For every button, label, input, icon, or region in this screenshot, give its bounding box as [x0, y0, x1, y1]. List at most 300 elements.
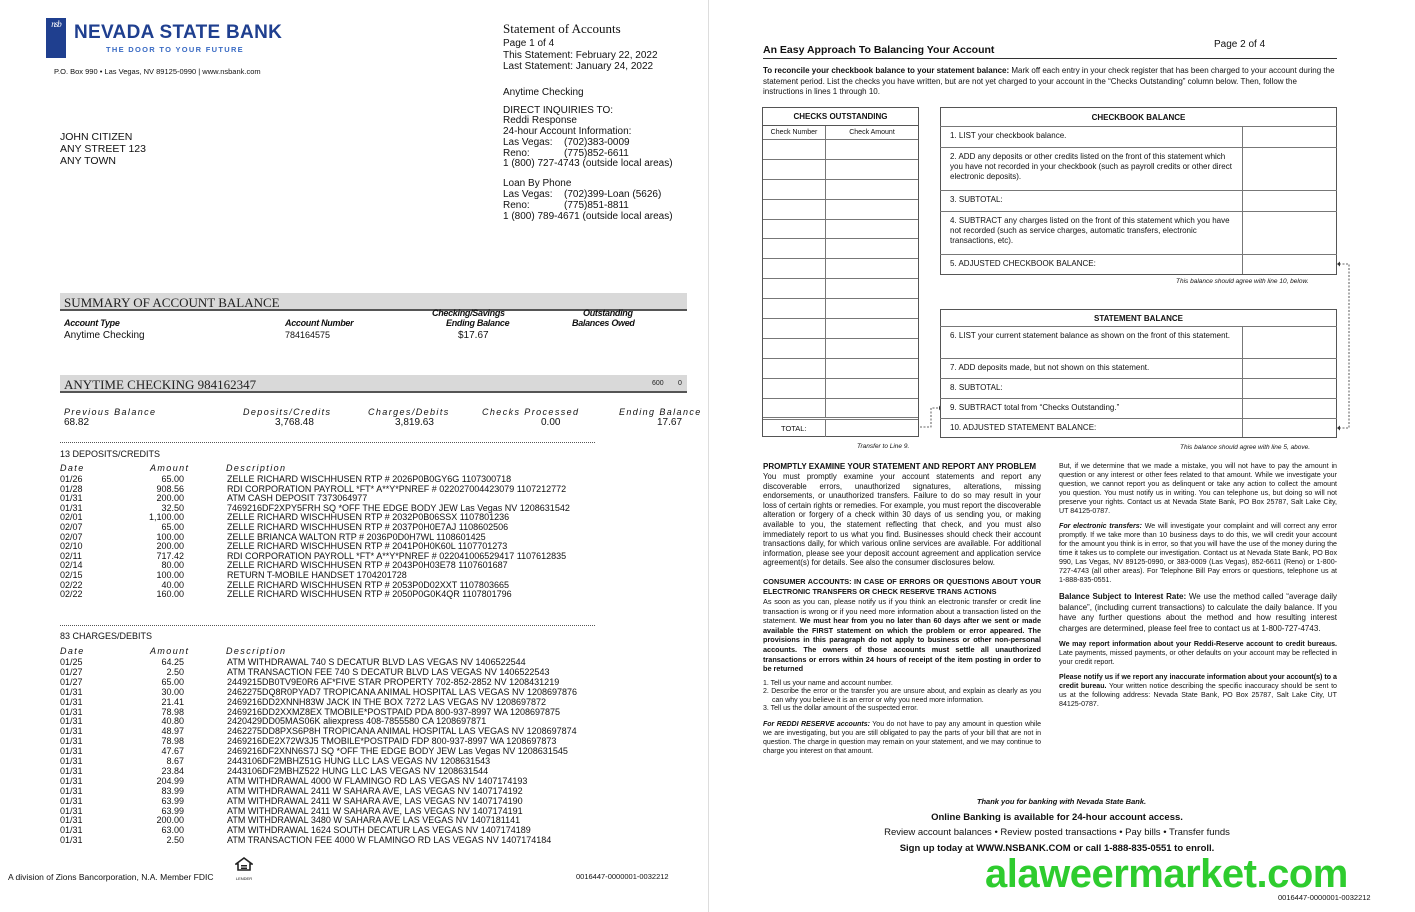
thank-you: Thank you for banking with Nevada State Bank.: [976, 797, 1147, 806]
sb-line-amount-field[interactable]: [1242, 419, 1337, 437]
cb-line-amount-field[interactable]: [1242, 191, 1337, 211]
list-item-2: 2. Describe the error or the transfer you are unsure about, and explain as clearly as you can why you believe it is an error or why you need more information.: [763, 688, 1041, 704]
inquiries-reno-phone: (775)852-6611: [564, 148, 629, 159]
charge-row: [60, 697, 600, 707]
charge-amount: 63.99: [161, 805, 184, 816]
col-previous-balance: Previous Balance: [64, 407, 157, 417]
charge-date: 01/31: [60, 716, 83, 727]
deposit-amount: 200.00: [156, 541, 184, 552]
electronic-body: We will investigate your complaint and will correct any error promptly. If we take more than 10 business days to do this, we will credit your account for the amount you think is in error, so that you will have the use of the money during the time it takes us to complete our investigation. Contact us at Nevada State Bank, PO Box 990, Las Vegas, NV 89125-0990, or 383-0009 (Las Vegas), 852-6611 (Reno) or 1-800-727-4743 (all other areas). For Telephone Bill Pay errors or questions, telephone us at 1-888-835-0551.: [1059, 522, 1337, 584]
check-amount-cell[interactable]: [826, 239, 918, 258]
check-number-cell[interactable]: [763, 160, 826, 179]
sb-line-label: 8. SUBTOTAL:: [950, 383, 1003, 392]
deposit-amount: 100.00: [156, 531, 184, 542]
charge-description: 2469216DF2XNN6S7J SQ *OFF THE EDGE BODY JEW Las Vegas NV 1208631545: [227, 746, 568, 757]
deposit-row: [60, 512, 600, 522]
checks-outstanding-cols: [763, 126, 918, 140]
charge-amount: 2.50: [166, 835, 184, 846]
charges-value: 3,819.63: [395, 417, 434, 428]
credit-report-text: [1059, 640, 1337, 667]
check-number-cell[interactable]: [763, 259, 826, 278]
check-number-cell[interactable]: [763, 299, 826, 318]
charge-date: 01/31: [60, 795, 83, 806]
summary-header: SUMMARY OF ACCOUNT BALANCE: [60, 293, 687, 311]
deposit-amount: 40.00: [161, 579, 184, 590]
checkbook-balance-title: CHECKBOOK BALANCE: [941, 108, 1336, 127]
mistake-text: But, if we determine that we made a mistake, you will not have to pay the amount in question or any interest or other fees related to that amount. While we investigate your question, we cannot report you as delinquent or take any action to collect the amount you question. You must notify us in writing. You can telephone us, but doing so will not preserve your rights. Contact us at Nevada State Bank, PO Box 25787, Salt Lake City, UT 84125-0787.: [1059, 462, 1337, 515]
deposit-row: [60, 580, 600, 590]
charges-col-description: Description: [226, 646, 287, 656]
deposit-amount: 908.56: [156, 483, 184, 494]
cb-line-amount-field[interactable]: [1242, 127, 1337, 147]
deposit-description: RDI CORPORATION PAYROLL *FT* A**Y*PNREF # 022041006529417 1107612835: [227, 550, 567, 561]
inquiries-name: Reddi Response: [503, 115, 577, 126]
charge-row: [60, 736, 600, 746]
inaccurate-body: Your written notice describing the specific inaccuracy should be sent to us at the following address: Nevada State Bank, PO Box 25787, Salt Lake City, UT 84125-0787.: [1059, 682, 1337, 708]
deposit-row: [60, 589, 600, 599]
charge-description: 2469216DD2XNNH83W JACK IN THE BOX 7272 LAS VEGAS NV 1208697872: [227, 696, 547, 707]
checks-outstanding-title: CHECKS OUTSTANDING: [763, 108, 918, 126]
consumer-text: [763, 597, 1041, 674]
sb-line: [940, 326, 1337, 358]
cb-line-label: 4. SUBTRACT any charges listed on the front of this statement which you have not recorded (such as service charges, automatic transfers, electronic transactions, etc).: [950, 216, 1230, 245]
inquiries-lv-label: Las Vegas:: [503, 137, 553, 148]
charge-amount: 78.98: [161, 736, 184, 747]
sb-line-amount-field[interactable]: [1242, 399, 1337, 418]
charge-row: [60, 776, 600, 786]
charge-row: [60, 815, 600, 825]
deposit-date: 01/26: [60, 474, 83, 484]
charge-amount: 64.25: [161, 657, 184, 667]
check-number-cell[interactable]: [763, 180, 826, 199]
cb-line-amount-field[interactable]: [1242, 255, 1337, 274]
check-number-cell[interactable]: [763, 279, 826, 298]
cb-line: [940, 126, 1337, 147]
charge-row: [60, 835, 600, 845]
charge-description: 2462275DD8PXS6P8H TROPICANA ANIMAL HOSPITAL LAS VEGAS NV 1208697874: [227, 726, 577, 737]
charge-description: 2449215DB0TV9E0R6 AF*FIVE STAR PROPERTY 702-852-2852 NV 1208431219: [227, 676, 560, 687]
charge-description: 2469216DD2XXMZ8EX TMOBILE*POSTPAID PDA 800-937-8997 WA 1208697875: [227, 706, 561, 717]
deposit-amount: 65.00: [161, 522, 184, 532]
deposit-description: RETURN T-MOBILE HANDSET 1704201728: [227, 570, 407, 580]
charge-amount: 40.80: [161, 716, 184, 727]
inaccurate-text: [1059, 673, 1337, 709]
sb-line-label: 6. LIST your current statement balance as shown on the front of this statement.: [950, 331, 1231, 340]
watermark: alaweermarket.com: [985, 852, 1348, 896]
credit-report-body: Late payments, missed payments, or other defaults on your account may be reflected in your credit report.: [1059, 649, 1337, 666]
col-ending: Ending Balance: [619, 407, 702, 417]
deposit-amount: 80.00: [161, 560, 184, 571]
check-entry-row[interactable]: [763, 160, 918, 180]
check-number-cell[interactable]: [763, 379, 826, 398]
charge-description: ATM TRANSACTION FEE 740 S DECATUR BLVD LAS VEGAS NV 1406522543: [227, 666, 550, 677]
col-deposits: Deposits/Credits: [243, 407, 332, 417]
charge-row: [60, 726, 600, 736]
check-entry-row[interactable]: [763, 339, 918, 359]
charge-description: ATM TRANSACTION FEE 4000 W FLAMINGO RD LAS VEGAS NV 1407174184: [227, 835, 552, 846]
checking-title: ANYTIME CHECKING 984162347: [64, 377, 257, 392]
charge-date: 01/31: [60, 785, 83, 796]
check-amount-cell[interactable]: [826, 399, 918, 418]
charge-date: 01/31: [60, 765, 83, 776]
equal-housing-label: LENDER: [235, 876, 253, 881]
charge-description: 2443106DF2MBHZ522 HUNG LLC LAS VEGAS NV 1208631544: [227, 765, 489, 776]
reddi-text: [763, 720, 1041, 756]
summary-account-type: Anytime Checking: [64, 330, 145, 341]
check-amount-cell[interactable]: [826, 319, 918, 338]
check-amount-cell[interactable]: [826, 259, 918, 278]
check-amount-cell[interactable]: [826, 180, 918, 199]
deposit-description: ZELLE BRIANCA WALTON RTP # 2036P0D0H7WL 1108601425: [227, 531, 486, 542]
check-entry-row[interactable]: [763, 379, 918, 399]
cb-line-amount-field[interactable]: [1242, 148, 1337, 190]
charge-amount: 204.99: [156, 775, 184, 786]
check-number-cell[interactable]: [763, 339, 826, 358]
loan-reno-phone: (775)851-8811: [564, 200, 629, 211]
deposit-row: [60, 484, 600, 494]
charge-description: ATM WITHDRAWAL 2411 W SAHARA AVE, LAS VEGAS NV 1407174190: [227, 795, 523, 806]
deposit-row: [60, 522, 600, 532]
check-number-cell[interactable]: [763, 319, 826, 338]
sb-line-label: 9. SUBTRACT total from “Checks Outstanding.”: [950, 403, 1120, 412]
charge-amount: 30.00: [161, 686, 184, 697]
page2-intro: [763, 66, 1337, 98]
bank-tagline: THE DOOR TO YOUR FUTURE: [106, 45, 244, 54]
charge-amount: 8.67: [166, 756, 184, 766]
deposit-description: ZELLE RICHARD WISCHHUSEN RTP # 2050P0G0K4QR 1107801796: [227, 589, 512, 600]
statement-page: Page 1 of 4: [503, 38, 555, 49]
list-item-1: 1. Tell us your name and account number.: [763, 679, 893, 687]
signup-text: Sign up today at WWW.NSBANK.COM or call 1-888-835-0551 to enroll.: [899, 843, 1215, 854]
deposit-description: ZELLE RICHARD WISCHHUSEN RTP # 2037P0H0E7AJ 1108602506: [227, 522, 509, 532]
check-amount-cell[interactable]: [826, 220, 918, 239]
charge-date: 01/31: [60, 686, 83, 697]
reddi-body: You do not have to pay any amount in question while we are investigating, but you are still obligated to pay the parts of your bill that are not in question. The charge in question may remain on your statement, and we may continue to charge you interest on that amount.: [763, 720, 1041, 755]
check-amount-col: Check Amount: [849, 129, 895, 136]
loan-reno-label: Reno:: [503, 200, 530, 211]
charge-description: ATM WITHDRAWAL 2411 W SAHARA AVE, LAS VEGAS NV 1407174192: [227, 785, 523, 796]
interest-title: Balance Subject to Interest Rate:: [1059, 592, 1187, 601]
ending-balance-value: 17.67: [657, 417, 683, 428]
charge-amount: 47.67: [161, 746, 184, 757]
charge-date: 01/31: [60, 696, 83, 707]
inquiries-tollfree: 1 (800) 727-4743 (outside local areas): [503, 158, 673, 169]
deposit-description: ZELLE RICHARD WISCHHUSEN RTP # 2041P0H0K60L 1107701273: [227, 541, 508, 552]
deposit-description: ZELLE RICHARD WISCHHUSEN RTP # 2053P0D02XXT 1107803665: [227, 579, 509, 590]
charge-row: [60, 707, 600, 717]
cb-line-label: 5. ADJUSTED CHECKBOOK BALANCE:: [950, 259, 1096, 268]
checks-total-row: [763, 419, 918, 437]
fdic-footer: A division of Zions Bancorporation, N.A. Member FDIC: [8, 872, 214, 882]
summary-col-balance-2: Ending Balance: [446, 318, 510, 328]
previous-balance-value: 68.82: [64, 417, 90, 428]
deposit-description: ATM CASH DEPOSIT 7373064977: [227, 493, 368, 504]
consumer-text-normal: As soon as you can, please notify us if you think an electronic transfer or credit line transaction is wrong or if you need more information about a transaction listed on the statement.: [763, 596, 1041, 626]
page2-title: An Easy Approach To Balancing Your Account: [763, 44, 995, 56]
cb-line-amount-field[interactable]: [1242, 212, 1337, 254]
divider: [60, 442, 595, 443]
charge-row: [60, 825, 600, 835]
loan-tollfree: 1 (800) 789-4671 (outside local areas): [503, 211, 673, 222]
charge-description: 2462275DQ8R0PYAD7 TROPICANA ANIMAL HOSPITAL LAS VEGAS NV 1208697876: [227, 686, 578, 697]
cb-line: [940, 190, 1337, 211]
check-amount-cell[interactable]: [826, 379, 918, 398]
charge-amount: 78.98: [161, 706, 184, 717]
legal-right-column: [1059, 462, 1337, 709]
checking-code-1: 600: [652, 380, 664, 387]
cb-line-label: 3. SUBTOTAL:: [950, 195, 1003, 204]
check-number-cell[interactable]: [763, 359, 826, 378]
electronic-text: [1059, 522, 1337, 585]
deposit-row: [60, 493, 600, 503]
divider: [60, 625, 595, 626]
customer-street: ANY STREET 123: [60, 143, 146, 155]
promptly-text: You must promptly examine your account statements and report any discoverable errors, unauthorized signatures, alterations, missing endorsements, or unauthorized transfers. Failure to do so may result in your loss of certain rights or remedies. For example, you must report the discoverable alteration or forgery of a check within 30 days of us sending you, or making available to you, the statement reflecting that check, and you must also immediately report to us what you find. Businesses should check their account transactions daily, for which various online services are available. For additional information, please see your deposit account agreement and application service agreement(s) for details. See also the consumer disclosures below.: [763, 472, 1041, 568]
deposit-description: ZELLE RICHARD WISCHHUSEN RTP # 2026P0B0GY6G 1107300718: [227, 474, 512, 484]
loan-lv-phone: (702)399-Loan (5626): [564, 189, 662, 200]
check-number-cell[interactable]: [763, 399, 826, 418]
page2-code: 0016447-0000001-0032212: [1278, 893, 1371, 902]
inquiries-lv-phone: (702)383-0009: [564, 137, 630, 148]
charge-row: [60, 766, 600, 776]
summary-col-owed-2: Balances Owed: [572, 318, 635, 328]
reddi-title: For REDDI RESERVE accounts:: [763, 720, 870, 728]
deposit-date: 02/15: [60, 570, 83, 580]
charge-date: 01/31: [60, 835, 83, 846]
deposit-amount: 32.50: [161, 502, 184, 513]
interest-text: [1059, 592, 1337, 634]
charge-amount: 48.97: [161, 726, 184, 737]
loan-lv-label: Las Vegas:: [503, 189, 553, 200]
checking-code-2: 0: [678, 380, 682, 387]
this-statement-date: This Statement: February 22, 2022: [503, 50, 658, 61]
checks-outstanding-grid: [763, 140, 918, 418]
charge-amount: 23.84: [161, 765, 184, 776]
inquiries-heading: DIRECT INQUIRIES TO:: [503, 105, 614, 116]
check-entry-row[interactable]: [763, 140, 918, 160]
deposits-col-description: Description: [226, 463, 287, 473]
rule: [763, 58, 1337, 59]
cb-line: [940, 211, 1337, 254]
charge-row: [60, 687, 600, 697]
check-entry-row[interactable]: [763, 319, 918, 339]
charge-amount: 2.50: [166, 666, 184, 677]
check-amount-cell[interactable]: [826, 299, 918, 318]
check-amount-cell[interactable]: [826, 200, 918, 219]
sb-line-label: 7. ADD deposits made, but not shown on this statement.: [950, 363, 1150, 372]
checks-total-label: TOTAL:: [781, 424, 807, 433]
checking-header: [60, 375, 687, 393]
charge-date: 01/31: [60, 825, 83, 836]
charge-row: [60, 786, 600, 796]
deposit-date: 02/22: [60, 589, 83, 600]
charge-description: 2443106DF2MBHZ51G HUNG LLC LAS VEGAS NV 1208631543: [227, 756, 491, 766]
transfer-note: Transfer to Line 9.: [857, 443, 910, 450]
charge-date: 01/31: [60, 815, 83, 826]
cb-line-label: 2. ADD any deposits or other credits listed on the front of this statement which you have not recorded in your checkbook (such as payroll credits or other direct electronic deposits).: [950, 152, 1232, 181]
deposit-date: 02/22: [60, 579, 83, 590]
deposit-date: 01/31: [60, 502, 83, 513]
deposit-description: ZELLE RICHARD WISCHHUSEN RTP # 2043P0H03E78 1107601687: [227, 560, 508, 571]
statement-note: This balance should agree with line 5, above.: [1180, 444, 1311, 451]
deposits-col-date: Date: [60, 463, 85, 473]
check-number-cell[interactable]: [763, 200, 826, 219]
promptly-title: PROMPTLY EXAMINE YOUR STATEMENT AND REPORT ANY PROBLEM: [763, 462, 1037, 471]
deposit-row: [60, 532, 600, 542]
charge-amount: 200.00: [156, 815, 184, 826]
charge-amount: 21.41: [161, 696, 184, 707]
checks-outstanding-table: [762, 107, 919, 437]
charge-row: [60, 796, 600, 806]
statement-balance-title: STATEMENT BALANCE: [941, 310, 1336, 327]
cb-line: [940, 147, 1337, 190]
charges-col-date: Date: [60, 646, 85, 656]
list-item-3: 3. Tell us the dollar amount of the suspected error.: [763, 705, 919, 713]
inquiries-info: 24-hour Account Information:: [503, 126, 632, 137]
check-number-cell[interactable]: [763, 220, 826, 239]
credit-report-title: We may report information about your Reddi-Reserve account to credit bureaus.: [1059, 640, 1337, 648]
check-entry-row[interactable]: [763, 200, 918, 220]
check-entry-row[interactable]: [763, 239, 918, 259]
deposit-description: 7469216DF2XPY5FRH SQ *OFF THE EDGE BODY JEW Las Vegas NV 1208631542: [227, 502, 570, 513]
intro-bold: To reconcile your checkbook balance to your statement balance:: [763, 66, 1010, 75]
check-amount-cell[interactable]: [826, 140, 918, 159]
charge-date: 01/25: [60, 657, 83, 667]
online-features: Review account balances • Review posted transactions • Pay bills • Transfer funds: [884, 827, 1230, 838]
deposit-amount: 200.00: [156, 493, 184, 504]
deposit-row: [60, 503, 600, 513]
legal-left-column: [763, 462, 1041, 756]
checks-total-field[interactable]: [825, 420, 918, 437]
arrow-to-line-9: [919, 405, 941, 429]
col-checks: Checks Processed: [482, 407, 580, 417]
check-entry-row[interactable]: [763, 279, 918, 299]
charge-date: 01/31: [60, 756, 83, 766]
charge-date: 01/31: [60, 746, 83, 757]
customer-town: ANY TOWN: [60, 155, 117, 167]
statement-title: Statement of Accounts: [503, 21, 621, 36]
charge-date: 01/27: [60, 666, 83, 677]
deposit-row: [60, 474, 600, 484]
deposit-row: [60, 541, 600, 551]
online-banking: Online Banking is available for 24-hour account access.: [931, 812, 1183, 823]
sb-line-amount-field[interactable]: [1242, 327, 1337, 358]
charge-description: 2420429DD05MAS06K aliexpress 408-7855580 CA 1208697871: [227, 716, 487, 727]
electronic-title: For electronic transfers:: [1059, 522, 1143, 530]
col-charges: Charges/Debits: [368, 407, 450, 417]
check-number-col: Check Number: [763, 126, 826, 139]
check-amount-cell[interactable]: [826, 359, 918, 378]
check-amount-cell[interactable]: [826, 160, 918, 179]
agree-arrows: [1337, 258, 1353, 436]
check-amount-cell[interactable]: [826, 279, 918, 298]
sb-line-amount-field[interactable]: [1242, 359, 1337, 378]
charge-amount: 63.99: [161, 795, 184, 806]
deposits-col-amount: Amount: [150, 463, 190, 473]
statement-code: 0016447-0000001-0032212: [576, 872, 669, 881]
charges-col-amount: Amount: [150, 646, 190, 656]
charge-row: [60, 657, 600, 667]
charge-date: 01/31: [60, 706, 83, 717]
deposit-amount: 100.00: [156, 570, 184, 580]
deposit-row: [60, 551, 600, 561]
charge-amount: 83.99: [161, 785, 184, 796]
last-statement-date: Last Statement: January 24, 2022: [503, 61, 654, 72]
bank-name: NEVADA STATE BANK: [74, 22, 283, 43]
inaccurate-title: Please notify us if we report any inaccurate information about your account(s) to a credit bureau.: [1059, 673, 1337, 690]
deposits-value: 3,768.48: [275, 417, 314, 428]
checkbook-note: This balance should agree with line 10, below.: [1176, 278, 1309, 285]
cb-line-label: 1. LIST your checkbook balance.: [950, 131, 1067, 140]
summary-col-number: Account Number: [285, 318, 354, 328]
deposits-heading: 13 DEPOSITS/CREDITS: [60, 449, 161, 459]
bank-logo-mark: nsb: [46, 18, 66, 58]
deposit-row: [60, 570, 600, 580]
cb-line: [940, 254, 1337, 274]
charge-description: 2469216DE2X72W3J5 TMOBILE*POSTPAID FDP 800-937-8997 WA 1208697873: [227, 736, 557, 747]
summary-ending-balance: $17.67: [458, 330, 489, 341]
deposit-description: RDI CORPORATION PAYROLL *FT* A**Y*PNREF # 022027004423079 1107212772: [227, 483, 567, 494]
deposit-row: [60, 560, 600, 570]
check-entry-row[interactable]: [763, 220, 918, 240]
page2-number: Page 2 of 4: [1214, 39, 1266, 50]
intro-text: Mark off each entry in your check register that has been charged to your account during the statement period. List the checks you have written, but are not yet charged to your account in the “Checks Outstanding” column below. Then, follow the instructions in lines 1 through 10.: [763, 66, 1335, 96]
equal-housing-icon: [235, 857, 253, 879]
deposit-amount: 717.42: [156, 550, 184, 561]
deposit-description: ZELLE RICHARD WISCHHUSEN RTP # 2032P0B06SSX 1107801236: [227, 512, 510, 523]
check-entry-row[interactable]: [763, 359, 918, 379]
check-number-cell[interactable]: [763, 239, 826, 258]
charge-date: 01/31: [60, 775, 83, 786]
check-number-cell[interactable]: [763, 140, 826, 159]
check-entry-row[interactable]: [763, 180, 918, 200]
summary-col-balance-1: Checking/Savings: [432, 308, 505, 318]
sb-line: [940, 398, 1337, 418]
deposit-date: 02/07: [60, 531, 83, 542]
charge-date: 01/27: [60, 676, 83, 687]
charge-description: ATM WITHDRAWAL 2411 W SAHARA AVE, LAS VEGAS NV 1407174191: [227, 805, 523, 816]
deposit-date: 02/10: [60, 541, 83, 552]
deposit-amount: 65.00: [161, 474, 184, 484]
consumer-title: CONSUMER ACCOUNTS: IN CASE OF ERRORS OR QUESTIONS ABOUT YOUR ELECTRONIC TRANSFERS OR CHECK RESERVE TRANS ACTIONS: [763, 576, 1041, 596]
sb-line-label: 10. ADJUSTED STATEMENT BALANCE:: [950, 423, 1097, 432]
sb-line-amount-field[interactable]: [1242, 379, 1337, 398]
checks-value: 0.00: [541, 417, 561, 428]
check-amount-cell[interactable]: [826, 339, 918, 358]
charge-row: [60, 716, 600, 726]
charge-description: ATM WITHDRAWAL 3480 W SAHARA AVE LAS VEGAS NV 1407181141: [227, 815, 521, 826]
summary-account-number: 784164575: [285, 330, 331, 340]
sb-line: [940, 358, 1337, 378]
charge-row: [60, 756, 600, 766]
check-entry-row[interactable]: [763, 399, 918, 419]
charges-heading: 83 CHARGES/DEBITS: [60, 631, 153, 641]
customer-name: JOHN CITIZEN: [60, 131, 133, 143]
charge-date: 01/31: [60, 805, 83, 816]
consumer-text-bold: We must hear from you no later than 60 days after we sent or made available the FIRST statement on which the problem or error appeared. The provisions in this paragraph do not apply to business or other non-personal accounts. The owners of those accounts must settle all unauthorized transactions or errors within 24 hours of receipt of the item posting in order to be returned: [763, 616, 1042, 674]
deposit-date: 02/01: [60, 512, 83, 523]
deposit-date: 02/11: [60, 550, 82, 561]
check-entry-row[interactable]: [763, 259, 918, 279]
summary-col-type: Account Type: [64, 318, 120, 328]
deposit-amount: 1,100.00: [148, 512, 184, 523]
charge-date: 01/31: [60, 726, 83, 737]
check-entry-row[interactable]: [763, 299, 918, 319]
deposit-amount: 160.00: [156, 589, 184, 600]
bank-address: P.O. Box 990 • Las Vegas, NV 89125-0990 | www.nsbank.com: [54, 67, 261, 76]
inquiries-reno-label: Reno:: [503, 148, 530, 159]
summary-col-owed-1: Outstanding: [583, 308, 633, 318]
